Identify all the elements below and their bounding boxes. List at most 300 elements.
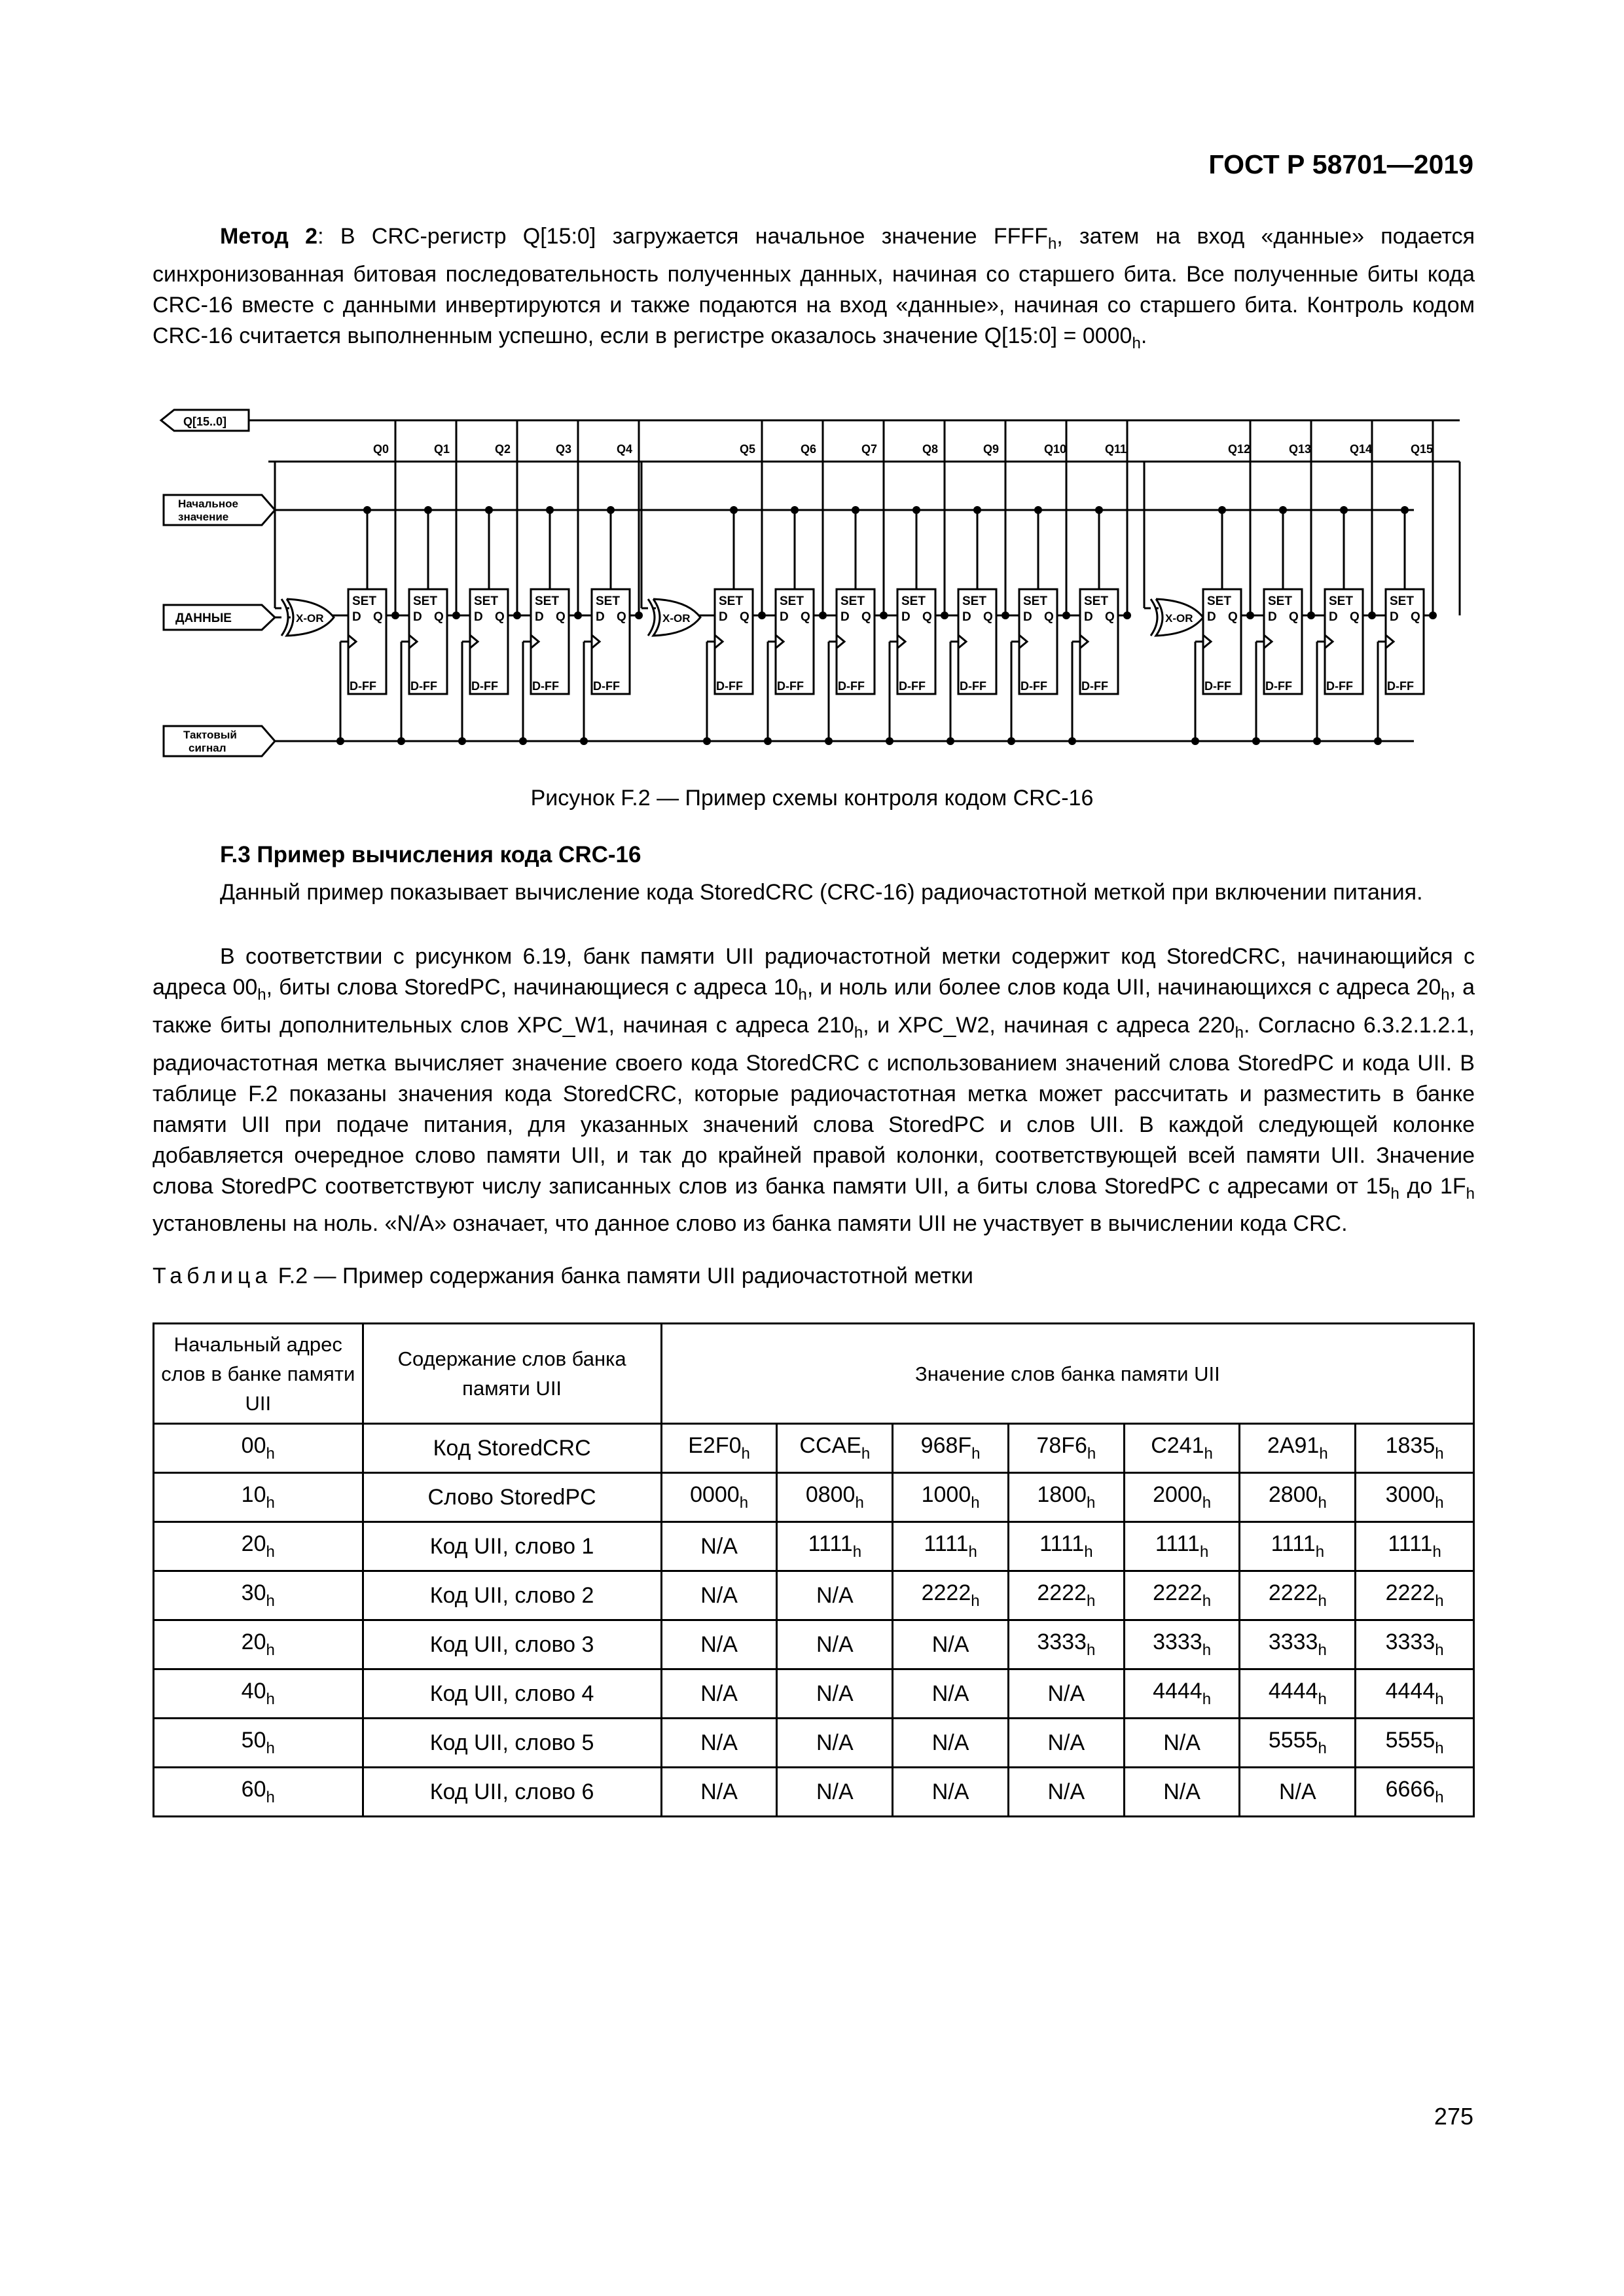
cell-value: 1111: [1155, 1531, 1200, 1556]
junction-dot: [758, 611, 766, 619]
word-name-cell: [363, 1473, 661, 1522]
diagram-label: D: [719, 610, 728, 624]
diagram-label: Q: [495, 610, 505, 624]
value-cell: [1124, 1522, 1240, 1571]
method2-text2: , затем на вход «данные» подается синхронизованная битовая последовательность полученных данных, начиная со старшего бита. Все полученные биты кода CRC-16 вместе с данными инвертируются и также подаются на вход «данные», начиная со старшего бита. Контроль кодом CRC-16 считается выполненным успешно, если в регистре оказалось значение Q[15:0] = 0000: [153, 224, 1475, 348]
junction-dot: [1068, 737, 1076, 745]
diagram-label: Q9: [983, 443, 1000, 456]
value-cell: [1356, 1571, 1474, 1620]
diagram-label: SET: [1329, 594, 1353, 608]
cell-value: N/A: [816, 1730, 854, 1755]
diagram-label: D: [1268, 610, 1277, 624]
diagram-label: D-FF: [410, 680, 437, 693]
diagram-label: SET: [535, 594, 559, 608]
value-cell: [1356, 1620, 1474, 1669]
junction-dot: [546, 506, 554, 514]
cell-value: Код UII, слово 6: [429, 1779, 594, 1804]
method2-label: Метод 2: [220, 224, 318, 249]
junction-dot: [730, 506, 738, 514]
value-cell: [893, 1719, 1009, 1768]
diagram-label: Q: [861, 610, 871, 624]
p2-a: В соответствии с рисунком 6.19, банк памяти UII радиочастотной метки содержит код StoredCRC, начинающийся с адреса 00: [153, 944, 1475, 1000]
diagram-label: Q: [983, 610, 993, 624]
table-row: [154, 1719, 1474, 1768]
value-cell: [1124, 1620, 1240, 1669]
cell-value: 1111: [1039, 1531, 1085, 1556]
hex-suffix: h: [257, 985, 266, 1004]
word-name-cell: [363, 1522, 661, 1571]
value-cell: [1240, 1768, 1356, 1817]
diagram-label: D-FF: [471, 680, 498, 693]
address-cell: [154, 1768, 363, 1817]
cell-value: N/A: [931, 1779, 969, 1804]
p2-d: , а также биты дополнительных слов XPC_W1, начиная с адреса 210: [153, 975, 1475, 1038]
table-row: [154, 1669, 1474, 1719]
junction-dot: [1374, 737, 1382, 745]
diagram-label: D: [1390, 610, 1399, 624]
value-cell: [1124, 1424, 1240, 1473]
hex-suffix: h: [1202, 1690, 1212, 1708]
diagram-label: SET: [780, 594, 804, 608]
value-cell: [777, 1620, 893, 1669]
hex-suffix: h: [266, 1789, 275, 1806]
value-cell: [1356, 1669, 1474, 1719]
diagram-label: D-FF: [838, 680, 865, 693]
diagram-label: SET: [413, 594, 437, 608]
p2-f: . Согласно 6.3.2.1.2.1, радиочастотная метка вычисляет значение своего кода StoredCRC с использованием значений слова StoredPC и кода UII. В таблице F.2 показаны значения кода StoredCRC, которые радиочастотная метка может рассчитать и разместить в банке памяти UII при подаче питания, для указанных значений слова StoredPC и слов UII. В каждой следующей колонке добавляется очередное слово памяти UII, и так до крайней правой колонки, соответствующей всей памяти UII. Значение слова StoredPC соответствуют числу записанных слов из банка памяти UII, а биты слова StoredPC с адресами от 15: [153, 1012, 1475, 1199]
diagram-label: D: [1023, 610, 1032, 624]
diagram-label: Q: [1411, 610, 1420, 624]
value-cell: [1240, 1522, 1356, 1571]
diagram-label: D-FF: [1387, 680, 1414, 693]
value-cell: [1008, 1424, 1124, 1473]
hex-suffix: h: [855, 1494, 864, 1512]
word-name-cell: [363, 1620, 661, 1669]
hex-suffix: h: [1086, 1641, 1096, 1659]
junction-dot: [424, 506, 432, 514]
junction-dot: [485, 506, 493, 514]
diagram-label: Q7: [861, 443, 878, 456]
diagram-label: Q: [1105, 610, 1115, 624]
cell-value: 40: [241, 1679, 266, 1704]
diagram-label: Q3: [556, 443, 572, 456]
junction-dot: [1062, 611, 1070, 619]
hex-suffix: h: [1086, 1494, 1096, 1512]
word-name-cell: [363, 1768, 661, 1817]
junction-dot: [1007, 737, 1015, 745]
hex-suffix: h: [1318, 1641, 1327, 1659]
junction-dot: [912, 506, 920, 514]
cell-value: 1800: [1037, 1482, 1087, 1507]
cell-value: 6666: [1385, 1777, 1435, 1802]
method2-end: .: [1140, 323, 1147, 348]
address-cell: [154, 1522, 363, 1571]
diagram-label: SET: [596, 594, 620, 608]
diagram-label: Тактовый: [183, 729, 237, 741]
diagram-label: D: [596, 610, 605, 624]
hex-suffix: h: [266, 1740, 275, 1757]
diagram-label: D-FF: [532, 680, 559, 693]
diagram-label: D: [535, 610, 544, 624]
junction-dot: [363, 506, 371, 514]
value-cell: [1240, 1669, 1356, 1719]
cell-value: 5555: [1268, 1728, 1318, 1753]
memory-bank-table: [153, 1322, 1475, 1817]
diagram-label: SET: [901, 594, 926, 608]
diagram-label: значение: [178, 511, 229, 523]
diagram-label: SET: [719, 594, 743, 608]
value-cell: [1356, 1473, 1474, 1522]
cell-value: 00: [241, 1433, 266, 1458]
hex-suffix: h: [1047, 234, 1057, 253]
section-title: F.3 Пример вычисления кода CRC-16: [220, 842, 641, 867]
header-start-address: Начальный адрес слов в банке памяти UII: [154, 1324, 363, 1424]
diagram-label: D: [840, 610, 850, 624]
cell-value: Код UII, слово 5: [429, 1730, 594, 1755]
junction-dot: [580, 737, 588, 745]
crc16-circuit-diagram: [151, 399, 1473, 779]
address-cell: [154, 1473, 363, 1522]
cell-value: 60: [241, 1777, 266, 1802]
diagram-label: Q: [1289, 610, 1299, 624]
junction-dot: [635, 611, 643, 619]
junction-dot: [1307, 611, 1315, 619]
value-cell: [777, 1768, 893, 1817]
hex-suffix: h: [1084, 1543, 1093, 1561]
p2-g: до 1F: [1399, 1173, 1466, 1199]
junction-dot: [458, 737, 466, 745]
diagram-label: D: [1084, 610, 1093, 624]
junction-dot: [973, 506, 981, 514]
p2-c: , и ноль или более слов кода UII, начинающихся с адреса 20: [806, 975, 1441, 1000]
junction-dot: [947, 737, 954, 745]
diagram-label: Q10: [1044, 443, 1067, 456]
diagram-label: SET: [962, 594, 986, 608]
junction-dot: [1246, 611, 1254, 619]
cell-value: N/A: [931, 1730, 969, 1755]
diagram-label: Q1: [434, 443, 450, 456]
paragraph-2: [153, 941, 1475, 1239]
junction-dot: [1001, 611, 1009, 619]
cell-value: 0000: [690, 1482, 740, 1507]
cell-value: 5555: [1385, 1728, 1435, 1753]
cell-value: 2A91: [1267, 1433, 1320, 1458]
junction-dot: [336, 737, 344, 745]
address-cell: [154, 1719, 363, 1768]
hex-suffix: h: [266, 1592, 275, 1610]
cell-value: N/A: [700, 1730, 738, 1755]
hex-suffix: h: [968, 1543, 977, 1561]
table-row: [154, 1571, 1474, 1620]
value-cell: [1124, 1669, 1240, 1719]
value-cell: [1008, 1620, 1124, 1669]
cell-value: C241: [1151, 1433, 1204, 1458]
value-cell: [1124, 1768, 1240, 1817]
figure-caption: Рисунок F.2 — Пример схемы контроля кодом CRC-16: [530, 786, 1094, 811]
hex-suffix: h: [741, 1445, 750, 1463]
junction-dot: [1252, 737, 1260, 745]
value-cell: [1008, 1522, 1124, 1571]
cell-value: N/A: [1163, 1730, 1200, 1755]
hex-suffix: h: [1435, 1641, 1444, 1659]
hex-suffix: h: [1435, 1690, 1444, 1708]
cell-value: 20: [241, 1531, 266, 1556]
cell-value: 78F6: [1036, 1433, 1087, 1458]
value-cell: [1008, 1768, 1124, 1817]
diagram-label: Q: [556, 610, 566, 624]
junction-dot: [513, 611, 521, 619]
diagram-label: Начальное: [178, 498, 238, 510]
value-cell: [893, 1424, 1009, 1473]
cell-value: 3333: [1153, 1630, 1202, 1654]
cell-value: 2800: [1268, 1482, 1318, 1507]
junction-dot: [941, 611, 948, 619]
hex-suffix: h: [1315, 1543, 1325, 1561]
cell-value: 968F: [920, 1433, 972, 1458]
cell-value: Код UII, слово 3: [429, 1631, 594, 1657]
junction-dot: [825, 737, 833, 745]
diagram-label: Q6: [801, 443, 817, 456]
junction-dot: [1429, 611, 1437, 619]
cell-value: 20: [241, 1630, 266, 1654]
value-cell: [777, 1424, 893, 1473]
hex-suffix: h: [1202, 1641, 1212, 1659]
diagram-label: SET: [1390, 594, 1414, 608]
hex-suffix: h: [266, 1690, 275, 1708]
diagram-label: D-FF: [350, 680, 376, 693]
value-cell: [661, 1424, 777, 1473]
value-cell: [661, 1522, 777, 1571]
cell-value: 2222: [1153, 1580, 1202, 1605]
value-cell: [1356, 1719, 1474, 1768]
diagram-label: D: [413, 610, 422, 624]
junction-dot: [1034, 506, 1042, 514]
diagram-label: SET: [1084, 594, 1108, 608]
cell-value: 4444: [1153, 1679, 1202, 1704]
value-cell: [1240, 1424, 1356, 1473]
cell-value: N/A: [1047, 1730, 1085, 1755]
diagram-label: SET: [1023, 594, 1047, 608]
diagram-label: SET: [1207, 594, 1231, 608]
junction-dot: [391, 611, 399, 619]
cell-value: 3000: [1385, 1482, 1435, 1507]
hex-suffix: h: [266, 1445, 275, 1463]
paragraph-1: Данный пример показывает вычисление кода StoredCRC (CRC-16) радиочастотной меткой при включении питания.: [220, 880, 1423, 905]
hex-suffix: h: [266, 1641, 275, 1659]
cell-value: 1111: [808, 1531, 853, 1556]
junction-dot: [1368, 611, 1376, 619]
value-cell: [1124, 1473, 1240, 1522]
diagram-label: ДАННЫЕ: [175, 611, 232, 625]
hex-suffix: h: [739, 1494, 749, 1512]
hex-suffix: h: [971, 1445, 981, 1463]
address-cell: [154, 1424, 363, 1473]
diagram-label: D: [780, 610, 789, 624]
cell-value: 3333: [1268, 1630, 1318, 1654]
hex-suffix: h: [1086, 1592, 1096, 1610]
value-cell: [1356, 1522, 1474, 1571]
junction-dot: [703, 737, 711, 745]
diagram-label: Q4: [617, 443, 633, 456]
cell-value: Код UII, слово 4: [429, 1681, 594, 1706]
value-cell: [661, 1620, 777, 1669]
diagram-label: D-FF: [777, 680, 804, 693]
diagram-label: D: [474, 610, 483, 624]
junction-dot: [607, 506, 615, 514]
diagram-label: Q[15..0]: [183, 415, 227, 428]
diagram-label: D-FF: [899, 680, 926, 693]
cell-value: 10: [241, 1482, 266, 1507]
diagram-label: Q2: [495, 443, 511, 456]
hex-suffix: h: [1435, 1445, 1444, 1463]
word-name-cell: [363, 1424, 661, 1473]
hex-suffix: h: [971, 1494, 980, 1512]
cell-value: 1111: [1271, 1531, 1316, 1556]
value-cell: [661, 1719, 777, 1768]
hex-suffix: h: [1432, 1543, 1441, 1561]
value-cell: [777, 1571, 893, 1620]
cell-value: Код StoredCRC: [433, 1435, 591, 1461]
method2-text: : В CRC-регистр Q[15:0] загружается начальное значение FFFF: [317, 224, 1048, 249]
diagram-label: Q13: [1289, 443, 1312, 456]
table-header-row: [154, 1324, 1474, 1424]
value-cell: [893, 1473, 1009, 1522]
table-row: [154, 1473, 1474, 1522]
diagram-label: D-FF: [593, 680, 620, 693]
document-header: ГОСТ Р 58701—2019: [1208, 149, 1473, 179]
cell-value: Слово StoredPC: [427, 1484, 596, 1510]
hex-suffix: h: [1390, 1184, 1399, 1203]
diagram-label: Q: [373, 610, 383, 624]
page-number: 275: [1434, 2103, 1473, 2130]
junction-dot: [819, 611, 827, 619]
value-cell: [1008, 1473, 1124, 1522]
diagram-label: Q: [617, 610, 626, 624]
value-cell: [1356, 1424, 1474, 1473]
hex-suffix: h: [1441, 985, 1450, 1004]
hex-suffix: h: [1319, 1445, 1328, 1463]
diagram-label: D-FF: [1326, 680, 1353, 693]
method2-paragraph: [153, 221, 1475, 359]
value-cell: [777, 1473, 893, 1522]
diagram-label: Q15: [1411, 443, 1434, 456]
diagram-label: SET: [1268, 594, 1292, 608]
value-cell: [661, 1473, 777, 1522]
table-row: [154, 1620, 1474, 1669]
hex-suffix: h: [1202, 1592, 1212, 1610]
cell-value: 3333: [1037, 1630, 1087, 1654]
value-cell: [777, 1669, 893, 1719]
value-cell: [661, 1669, 777, 1719]
hex-suffix: h: [1202, 1494, 1212, 1512]
address-cell: [154, 1669, 363, 1719]
diagram-label: D: [962, 610, 971, 624]
value-cell: [893, 1620, 1009, 1669]
p2-b: , биты слова StoredPC, начинающиеся с адреса 10: [266, 975, 799, 1000]
cell-value: 1111: [924, 1531, 969, 1556]
cell-value: 30: [241, 1580, 266, 1605]
cell-value: N/A: [1163, 1779, 1200, 1804]
cell-value: N/A: [816, 1779, 854, 1804]
value-cell: [777, 1719, 893, 1768]
cell-value: 1835: [1385, 1433, 1435, 1458]
diagram-label: X-OR: [662, 612, 691, 625]
diagram-label: SET: [840, 594, 865, 608]
junction-dot: [519, 737, 527, 745]
hex-suffix: h: [1318, 1494, 1327, 1512]
diagram-label: D-FF: [1204, 680, 1231, 693]
hex-suffix: h: [971, 1592, 980, 1610]
hex-suffix: h: [798, 985, 807, 1004]
diagram-label: Q12: [1228, 443, 1251, 456]
junction-dot: [1313, 737, 1321, 745]
address-cell: [154, 1571, 363, 1620]
diagram-label: D-FF: [1081, 680, 1108, 693]
hex-suffix: h: [852, 1543, 862, 1561]
cell-value: 1000: [921, 1482, 971, 1507]
junction-dot: [1401, 506, 1409, 514]
word-name-cell: [363, 1571, 661, 1620]
hex-suffix: h: [1435, 1789, 1444, 1806]
diagram-label: D-FF: [1020, 680, 1047, 693]
junction-dot: [1279, 506, 1287, 514]
table-caption-rest: F.2 — Пример содержания банка памяти UII радиочастотной метки: [272, 1264, 973, 1288]
hex-suffix: h: [1435, 1494, 1444, 1512]
junction-dot: [452, 611, 460, 619]
table-row: [154, 1768, 1474, 1817]
hex-suffix: h: [1318, 1690, 1327, 1708]
diagram-label: Q8: [922, 443, 939, 456]
diagram-label: D-FF: [1265, 680, 1292, 693]
diagram-label: Q: [1044, 610, 1054, 624]
cell-value: 3333: [1385, 1630, 1435, 1654]
diagram-label: X-OR: [1165, 612, 1193, 625]
cell-value: N/A: [816, 1681, 854, 1706]
value-cell: [1356, 1768, 1474, 1817]
address-cell: [154, 1620, 363, 1669]
diagram-label: D-FF: [960, 680, 986, 693]
cell-value: N/A: [1047, 1779, 1085, 1804]
hex-suffix: h: [1318, 1740, 1327, 1757]
table-caption: [153, 1264, 973, 1289]
junction-dot: [791, 506, 799, 514]
cell-value: 4444: [1385, 1679, 1435, 1704]
header-word-values: Значение слов банка памяти UII: [661, 1324, 1473, 1424]
cell-value: N/A: [816, 1582, 854, 1608]
value-cell: [777, 1522, 893, 1571]
junction-dot: [1095, 506, 1103, 514]
diagram-label: D: [1329, 610, 1338, 624]
junction-dot: [886, 737, 893, 745]
diagram-label: SET: [474, 594, 498, 608]
p2-e: , и XPC_W2, начиная с адреса 220: [863, 1012, 1235, 1038]
cell-value: 2222: [921, 1580, 971, 1605]
hex-suffix: h: [854, 1023, 863, 1042]
diagram-label: D: [901, 610, 911, 624]
diagram-label: Q: [922, 610, 932, 624]
word-name-cell: [363, 1719, 661, 1768]
value-cell: [893, 1669, 1009, 1719]
junction-dot: [1191, 737, 1199, 745]
hex-suffix: h: [1087, 1445, 1096, 1463]
diagram-label: Q5: [740, 443, 756, 456]
hex-suffix: h: [1435, 1740, 1444, 1757]
value-cell: [1240, 1473, 1356, 1522]
hex-suffix: h: [1204, 1445, 1213, 1463]
value-cell: [1124, 1571, 1240, 1620]
junction-dot: [1340, 506, 1348, 514]
cell-value: N/A: [700, 1681, 738, 1706]
